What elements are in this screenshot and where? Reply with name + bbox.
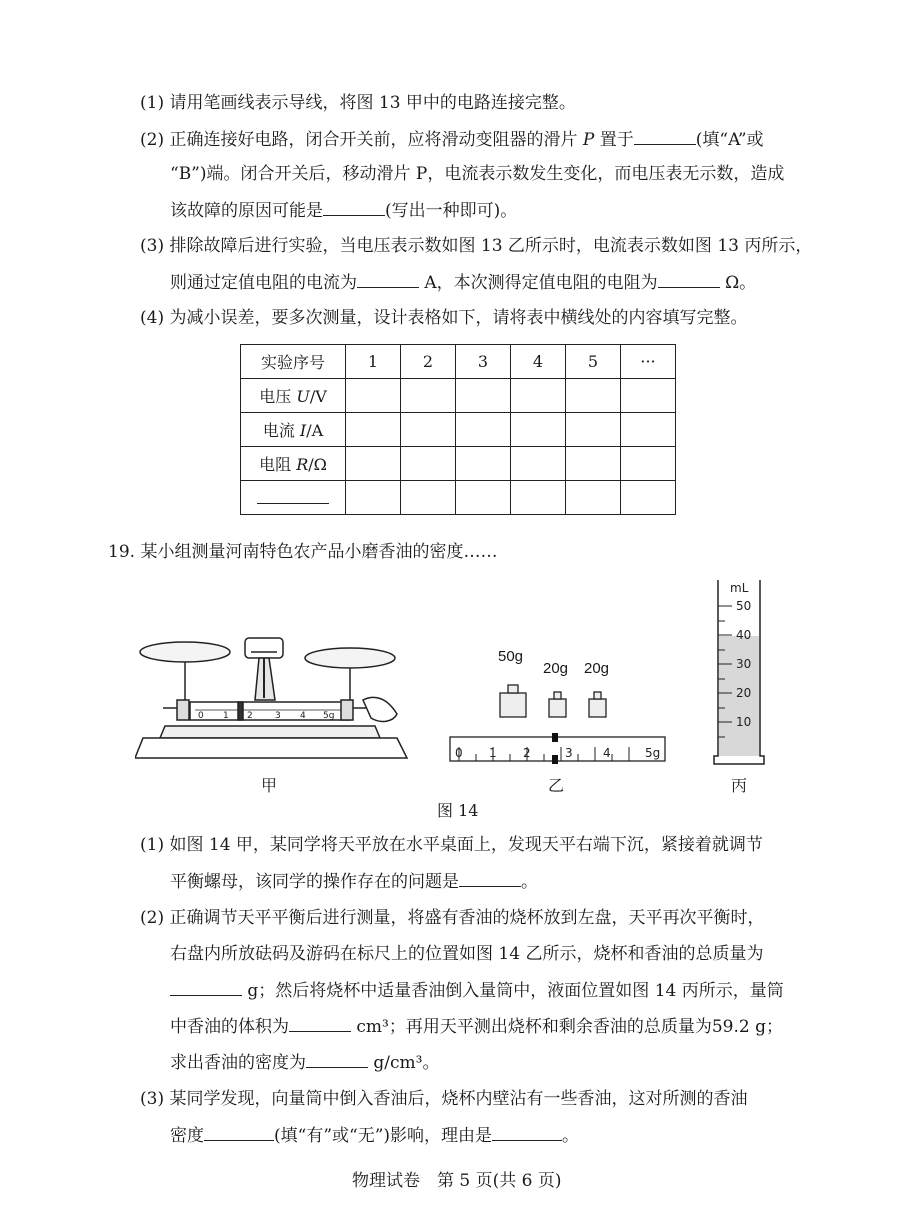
fig-label-jia: 甲 — [261, 776, 278, 795]
figure-caption: 图 14 — [437, 801, 479, 820]
table-cell — [401, 413, 456, 447]
table-cell — [456, 413, 511, 447]
q19-part3-line1: (3) 某同学发现，向量筒中倒入香油后，烧杯内壁沾有一些香油，这对所测的香油 — [140, 1089, 748, 1109]
svg-text:1: 1 — [489, 746, 497, 760]
page-footer: 物理试卷 第 5 页(共 6 页) — [352, 1171, 562, 1191]
table-header-cell: 实验序号 — [241, 345, 346, 379]
q19-part2-text-c: g；然后将烧杯中适量香油倒入量筒中，液面位置如图 14 丙所示，量筒 — [242, 981, 784, 1001]
table-row — [241, 447, 676, 481]
q19-part2-line5 — [170, 1051, 439, 1074]
q19-stem: 19. 某小组测量河南特色农产品小磨香油的密度…… — [108, 542, 498, 562]
table-row — [241, 379, 676, 413]
fig-label-yi: 乙 — [548, 776, 565, 795]
q19-part3-text-d: 。 — [562, 1126, 580, 1146]
table-cell — [566, 413, 621, 447]
q19-part2-text-e: cm³；再用天平测出烧杯和剩余香油的总质量为59.2 g； — [351, 1017, 783, 1037]
q18-part3-text-b: 则通过定值电阻的电流为 — [170, 273, 357, 293]
q19-part3-line2 — [170, 1124, 579, 1147]
table-row-blank — [241, 481, 346, 515]
svg-text:2: 2 — [247, 711, 253, 721]
table-cell — [511, 447, 566, 481]
q19-part2-text-f: 求出香油的密度为 — [170, 1053, 306, 1073]
table-cell — [566, 379, 621, 413]
q19-part2-line4 — [170, 1015, 783, 1038]
table-cell — [621, 447, 676, 481]
answer-blank — [289, 1015, 351, 1032]
table-col-4: 4 — [511, 345, 566, 379]
weight-label-20g-a: 20g — [543, 660, 569, 677]
table-cell — [346, 481, 401, 515]
svg-text:1: 1 — [223, 711, 229, 721]
svg-text:4: 4 — [603, 746, 611, 760]
svg-text:2: 2 — [523, 746, 531, 760]
answer-blank — [323, 199, 385, 216]
fig-label-bing: 丙 — [731, 776, 748, 795]
cylinder-tick-10: 10 — [736, 715, 752, 729]
table-cell — [401, 379, 456, 413]
q18-part4: (4) 为减小误差，要多次测量，设计表格如下，请将表中横线处的内容填写完整。 — [140, 308, 748, 328]
table-cell — [621, 481, 676, 515]
table-col-more: ··· — [621, 345, 676, 379]
q19-part1-line1: (1) 如图 14 甲，某同学将天平放在水平桌面上，发现天平右端下沉，紧接着就调节 — [140, 835, 763, 855]
q19-part3-text-b: 密度 — [170, 1126, 204, 1146]
table-cell — [566, 481, 621, 515]
table-row-current: 电流 I/A — [241, 413, 346, 447]
weight-label-20g-b: 20g — [584, 660, 610, 677]
answer-blank — [204, 1124, 274, 1141]
svg-text:3: 3 — [565, 746, 573, 760]
answer-blank — [306, 1051, 368, 1068]
cylinder-tick-20: 20 — [736, 686, 752, 700]
q18-part2-line3 — [170, 199, 517, 222]
q19-part2-text-g: g/cm³。 — [368, 1053, 440, 1073]
table-cell — [511, 413, 566, 447]
svg-text:4: 4 — [300, 711, 306, 721]
table-cell — [456, 481, 511, 515]
table-row — [241, 481, 676, 515]
table-col-2: 2 — [401, 345, 456, 379]
weights-ruler-figure — [445, 675, 670, 770]
answer-blank — [459, 870, 521, 887]
balance-figure — [135, 630, 410, 772]
q19-part1-text-b: 平衡螺母，该同学的操作存在的问题是 — [170, 872, 459, 892]
table-col-3: 3 — [456, 345, 511, 379]
q19-part3-text-c: (填“有”或“无”)影响，理由是 — [274, 1126, 493, 1146]
q19-part2-text-d: 中香油的体积为 — [170, 1017, 289, 1037]
table-cell — [621, 379, 676, 413]
q19-part2-line1: (2) 正确调节天平平衡后进行测量，将盛有香油的烧杯放到左盘，天平再次平衡时， — [140, 908, 765, 928]
svg-text:0: 0 — [198, 711, 204, 721]
measurement-table — [240, 344, 676, 515]
rider-top — [552, 733, 558, 742]
table-cell — [346, 413, 401, 447]
table-cell — [346, 447, 401, 481]
cylinder-tick-50: 50 — [736, 599, 752, 613]
cylinder-tick-40: 40 — [736, 628, 752, 642]
cylinder-figure — [712, 578, 772, 768]
answer-blank — [357, 271, 419, 288]
cylinder-unit: mL — [730, 581, 749, 595]
q18-part3-text-d: Ω。 — [719, 273, 757, 293]
table-cell — [511, 481, 566, 515]
q18-part1: (1) 请用笔画线表示导线，将图 13 甲中的电路连接完整。 — [140, 93, 576, 113]
q19-part2-line2: 右盘内所放砝码及游码在标尺上的位置如图 14 乙所示，烧杯和香油的总质量为 — [170, 944, 764, 964]
q18-part2-text-f: (写出一种即可)。 — [385, 201, 518, 221]
svg-text:0: 0 — [455, 746, 463, 760]
table-col-1: 1 — [346, 345, 401, 379]
q18-part2-text-a: (2) 正确连接好电路，闭合开关前，应将滑动变阻器的滑片 — [140, 130, 583, 150]
table-row-resistance: 电阻 R/Ω — [241, 447, 346, 481]
svg-text:5g: 5g — [323, 711, 335, 721]
answer-blank — [634, 128, 696, 145]
table-row — [241, 413, 676, 447]
q19-part1-line2 — [170, 870, 538, 893]
q18-part3-line1: (3) 排除故障后进行实验，当电压表示数如图 13 乙所示时，电流表示数如图 13 丙所示， — [140, 236, 813, 256]
table-row-voltage: 电压 U/V — [241, 379, 346, 413]
table-cell — [511, 379, 566, 413]
svg-text:5g: 5g — [645, 746, 661, 760]
table-header-row — [241, 345, 676, 379]
table-cell — [566, 447, 621, 481]
table-cell — [346, 379, 401, 413]
q18-part2-text-b: 置于 — [594, 130, 634, 150]
q18-part2-slider-letter: P — [582, 130, 595, 150]
q18-part2-text-e: 该故障的原因可能是 — [170, 201, 323, 221]
table-cell — [621, 413, 676, 447]
table-cell — [401, 481, 456, 515]
table-cell — [401, 447, 456, 481]
q18-part2-text-c: (填“A”或 — [695, 130, 764, 150]
q18-part3-line2 — [170, 271, 756, 294]
table-cell — [456, 447, 511, 481]
svg-text:3: 3 — [275, 711, 281, 721]
table-cell — [456, 379, 511, 413]
table-col-5: 5 — [566, 345, 621, 379]
cylinder-tick-30: 30 — [736, 657, 752, 671]
q19-part1-text-c: 。 — [521, 872, 538, 892]
answer-blank — [658, 271, 720, 288]
q19-part2-line3 — [170, 979, 784, 1002]
answer-blank — [170, 979, 242, 996]
q18-part2-line2: “B”)端。闭合开关后，移动滑片 P，电流表示数发生变化，而电压表无示数，造成 — [170, 164, 785, 184]
q18-part2-line1 — [140, 128, 764, 151]
answer-blank — [257, 487, 329, 504]
answer-blank — [492, 1124, 562, 1141]
rider-bottom — [552, 755, 558, 764]
q18-part3-text-c: A，本次测得定值电阻的电阻为 — [419, 273, 658, 293]
weight-label-50g: 50g — [498, 648, 524, 665]
